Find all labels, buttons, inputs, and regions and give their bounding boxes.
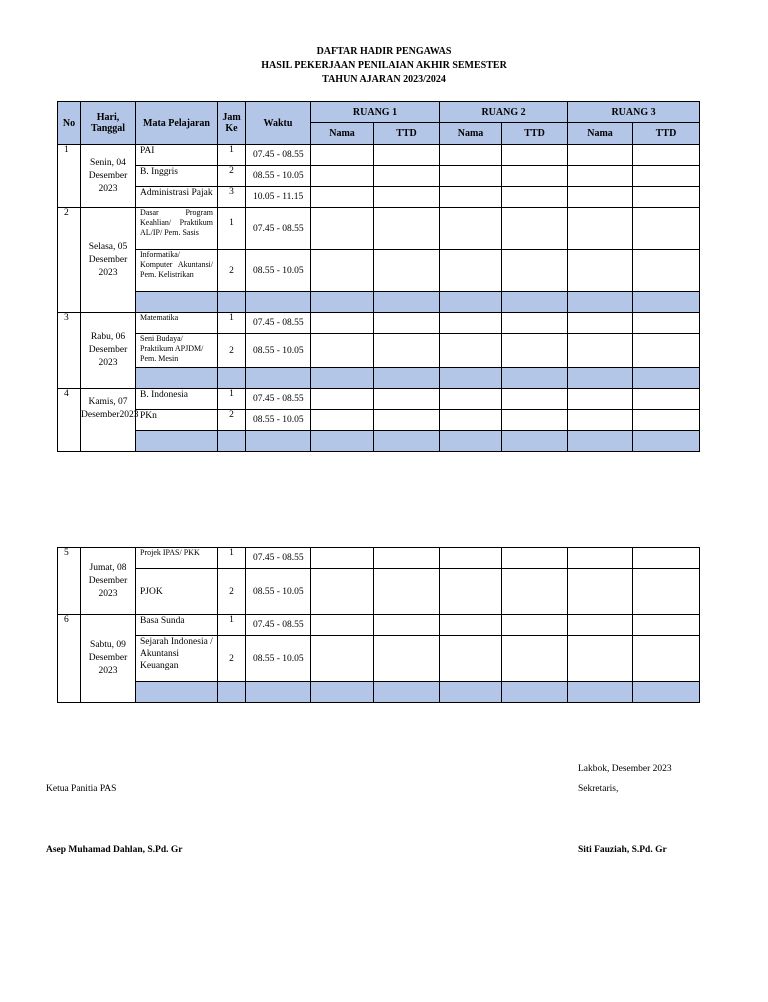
jam-ke: 1: [218, 208, 246, 250]
jam-ke: 2: [218, 569, 246, 615]
time-slot: 08.55 - 10.05: [246, 334, 311, 368]
header-subject: Mata Pelajaran: [136, 102, 218, 145]
header-jam: Jam Ke: [218, 102, 246, 145]
subject: PAI: [136, 145, 218, 166]
subject: Administrasi Pajak: [136, 187, 218, 208]
table-row: [58, 187, 700, 208]
row-number: 3: [58, 313, 81, 389]
header-ttd: TTD: [374, 123, 440, 145]
time-slot: 07.45 - 08.55: [246, 615, 311, 636]
right-signer-name: Siti Fauziah, S.Pd. Gr: [578, 845, 667, 855]
time-slot: 07.45 - 08.55: [246, 145, 311, 166]
time-slot: 07.45 - 08.55: [246, 313, 311, 334]
attendance-table-part-1: [57, 101, 700, 452]
subject: Seni Budaya/ Praktikum APJDM/ Pem. Mesin: [136, 334, 218, 368]
left-signer-name: Asep Muhamad Dahlan, S.Pd. Gr: [46, 845, 183, 855]
subject: Projek IPAS/ PKK: [136, 548, 218, 569]
header-nama: Nama: [568, 123, 633, 145]
header-nama: Nama: [311, 123, 374, 145]
day-date: Senin, 04 Desember 2023: [81, 145, 136, 208]
table-row: [58, 389, 700, 410]
subject: Basa Sunda: [136, 615, 218, 636]
table-row-blank: [58, 431, 700, 452]
subject: Informatika/ Komputer Akuntansi/ Pem. Kelistrikan: [136, 250, 218, 292]
right-signer-role: Sekretaris,: [578, 784, 619, 794]
time-slot: 08.55 - 10.05: [246, 166, 311, 187]
jam-ke: 1: [218, 615, 246, 636]
table-row: [58, 410, 700, 431]
jam-ke: 1: [218, 313, 246, 334]
table-row-blank: [58, 682, 700, 703]
table-row: [58, 548, 700, 569]
day-date: Rabu, 06 Desember 2023: [81, 313, 136, 389]
subject: Matematika: [136, 313, 218, 334]
table-row: [58, 636, 700, 682]
jam-ke: 3: [218, 187, 246, 208]
header-day: Hari, Tanggal: [81, 102, 136, 145]
table-row: [58, 569, 700, 615]
subject: Sejarah Indonesia / Akuntansi Keuangan: [136, 636, 218, 682]
jam-ke: 1: [218, 389, 246, 410]
table-row: [58, 166, 700, 187]
jam-ke: 1: [218, 145, 246, 166]
subject: B. Indonesia: [136, 389, 218, 410]
jam-ke: 2: [218, 410, 246, 431]
time-slot: 08.55 - 10.05: [246, 250, 311, 292]
day-date: Kamis, 07 Desember2023: [81, 389, 136, 452]
jam-ke: 2: [218, 166, 246, 187]
day-date: Jumat, 08 Desember 2023: [81, 548, 136, 615]
table-row-blank: [58, 292, 700, 313]
time-slot: 08.55 - 10.05: [246, 410, 311, 431]
day-date: Selasa, 05 Desember 2023: [81, 208, 136, 313]
title-line-2: HASIL PEKERJAAN PENILAIAN AKHIR SEMESTER: [261, 60, 507, 71]
time-slot: 07.45 - 08.55: [246, 389, 311, 410]
header-no: No: [58, 102, 81, 145]
subject: PJOK: [136, 569, 218, 615]
subject: Dasar Program Keahlian/ Praktikum AL/IP/ Pem. Sasis: [136, 208, 218, 250]
table-row: [58, 615, 700, 636]
title-line-3: TAHUN AJARAN 2023/2024: [322, 74, 446, 85]
header-time: Waktu: [246, 102, 311, 145]
header-ttd: TTD: [502, 123, 568, 145]
header-room-3: RUANG 3: [568, 102, 700, 123]
row-number: 4: [58, 389, 81, 452]
row-number: 6: [58, 615, 81, 703]
header-room-1: RUANG 1: [311, 102, 440, 123]
time-slot: 08.55 - 10.05: [246, 569, 311, 615]
attendance-table-part-2: [57, 547, 700, 703]
title-line-1: DAFTAR HADIR PENGAWAS: [316, 46, 452, 57]
jam-ke: 2: [218, 334, 246, 368]
header-nama: Nama: [440, 123, 502, 145]
row-number: 2: [58, 208, 81, 313]
row-number: 5: [58, 548, 81, 615]
subject: PKn: [136, 410, 218, 431]
table-row: [58, 334, 700, 368]
table-row: [58, 250, 700, 292]
place-date: Lakbok, Desember 2023: [578, 764, 672, 774]
header-room-2: RUANG 2: [440, 102, 568, 123]
document-title: [0, 45, 768, 87]
table-row-blank: [58, 368, 700, 389]
time-slot: 07.45 - 08.55: [246, 548, 311, 569]
table-row: [58, 145, 700, 166]
table-row: [58, 313, 700, 334]
jam-ke: 2: [218, 636, 246, 682]
day-date: Sabtu, 09 Desember 2023: [81, 615, 136, 703]
row-number: 1: [58, 145, 81, 208]
left-signer-role: Ketua Panitia PAS: [46, 784, 117, 794]
jam-ke: 1: [218, 548, 246, 569]
jam-ke: 2: [218, 250, 246, 292]
subject: B. Inggris: [136, 166, 218, 187]
time-slot: 10.05 - 11.15: [246, 187, 311, 208]
table-row: [58, 208, 700, 250]
time-slot: 07.45 - 08.55: [246, 208, 311, 250]
header-ttd: TTD: [633, 123, 700, 145]
time-slot: 08.55 - 10.05: [246, 636, 311, 682]
